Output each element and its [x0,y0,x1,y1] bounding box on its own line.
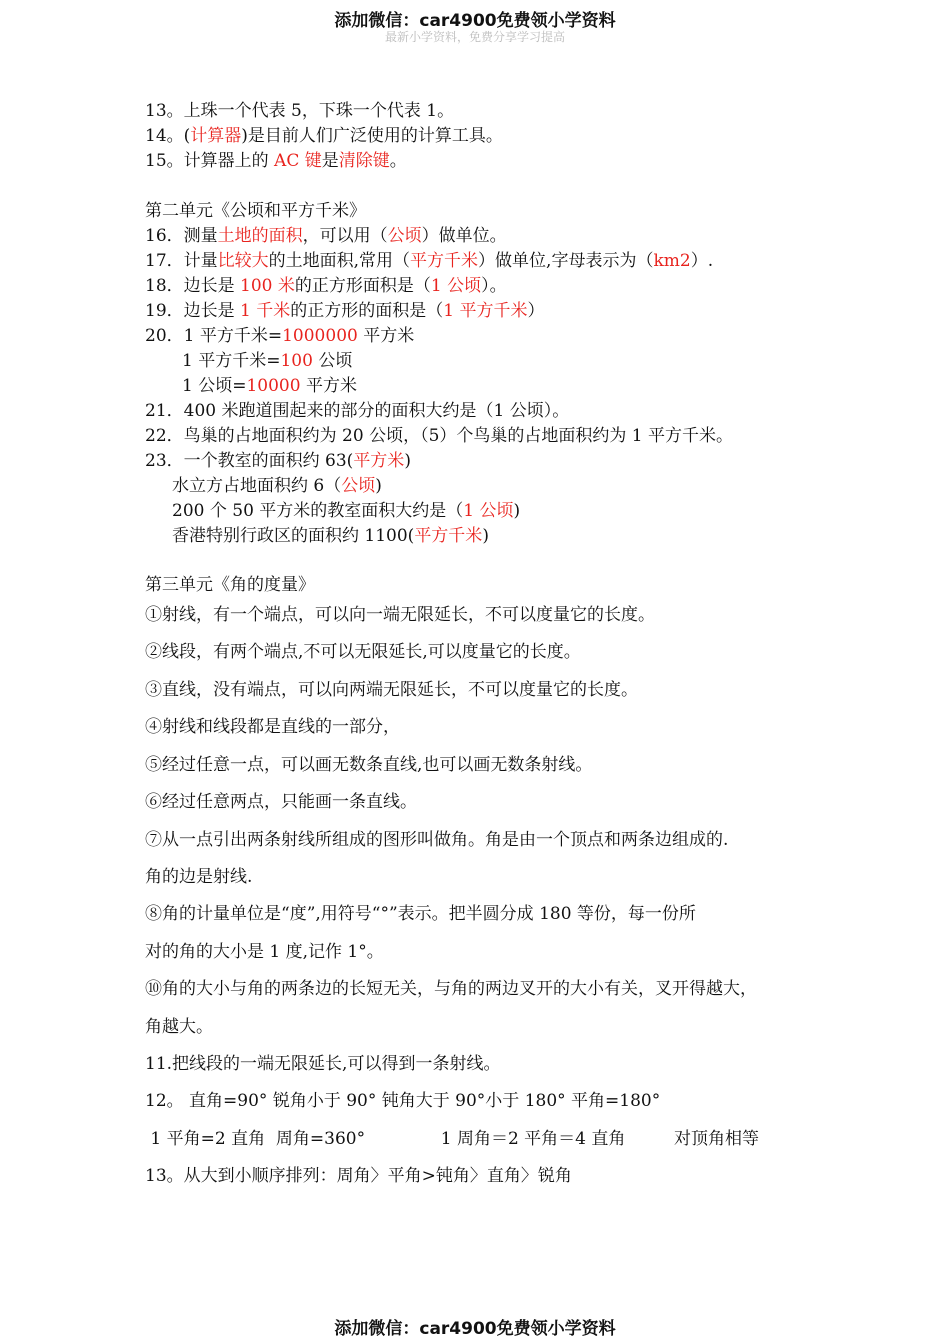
item-16: 16．测量土地的面积，可以用（公顷）做单位。 [145,226,507,246]
item-14: 14。(计算器)是目前人们广泛使用的计算工具。 [145,126,503,146]
item-13: 13。上珠一个代表 5，下珠一个代表 1。 [145,101,455,121]
item-20a: 20．1 平方千米=1000000 平方米 [145,326,415,346]
point-5: ⑤经过任意一点，可以画无数条直线,也可以画无数条射线。 [145,755,593,775]
unit3-title: 第三单元《角的度量》 [145,575,315,595]
item-21: 21．400 米跑道围起来的部分的面积大约是（1 公顷）。 [145,401,570,421]
point-12-line1: 12。 直角=90° 锐角小于 90° 钝角大于 90°小于 180° 平角=180° [145,1091,661,1111]
item-20b: 1 平方千米=100 公顷 [182,351,353,371]
point-6: ⑥经过任意两点，只能画一条直线。 [145,792,417,812]
point-7-line1: ⑦从一点引出两条射线所组成的图形叫做角。角是由一个顶点和两条边组成的. [145,830,729,850]
item-18: 18．边长是 100 米的正方形面积是（1 公顷）。 [145,276,507,296]
point-12-line2: 1 平角=2 直角 周角=360° 1 周角＝2 平角＝4 直角 对顶角相等 [145,1129,760,1149]
point-8-line2: 对的角的大小是 1 度,记作 1°。 [145,942,384,962]
bottom-banner: 添加微信：car4900免费领小学资料 [334,1319,616,1339]
item-23a: 23．一个教室的面积约 63(平方米) [145,451,411,471]
item-22: 22．鸟巢的占地面积约为 20 公顷，（5）个鸟巢的占地面积约为 1 平方千米。 [145,426,734,446]
point-10-line1: ⑩角的大小与角的两条边的长短无关，与角的两边叉开的大小有关，叉开得越大， [145,979,757,999]
top-banner: 添加微信：car4900免费领小学资料 [334,11,616,31]
point-13: 13。从大到小顺序排列：周角〉平角>钝角〉直角〉锐角 [145,1166,572,1186]
point-4: ④射线和线段都是直线的一部分， [145,717,400,737]
point-11: 11.把线段的一端无限延长,可以得到一条射线。 [145,1054,501,1074]
item-23c: 200 个 50 平方米的教室面积大约是（1 公顷) [172,501,521,521]
item-20c: 1 公顷=10000 平方米 [182,376,357,396]
item-23d: 香港特别行政区的面积约 1100(平方千米) [172,526,489,546]
point-2: ②线段，有两个端点,不可以无限延长,可以度量它的长度。 [145,642,581,662]
unit2-title: 第二单元《公顷和平方千米》 [145,201,366,221]
item-23b: 水立方占地面积约 6（公顷) [172,476,382,496]
item-15: 15。计算器上的 AC 键是清除键。 [145,151,407,171]
item-17: 17．计量比较大的土地面积,常用（平方千米）做单位,字母表示为（km2）. [145,251,714,271]
point-1: ①射线，有一个端点，可以向一端无限延长，不可以度量它的长度。 [145,605,655,625]
item-19: 19．边长是 1 千米的正方形的面积是（1 平方千米） [145,301,545,321]
point-3: ③直线，没有端点，可以向两端无限延长，不可以度量它的长度。 [145,680,638,700]
point-7-line2: 角的边是射线. [145,867,253,887]
point-8-line1: ⑧角的计量单位是“度”,用符号“°”表示。把半圆分成 180 等份，每一份所 [145,904,696,924]
header-faint-text: 最新小学资料，免费分享学习提高 [384,30,565,44]
point-10-line2: 角越大。 [145,1017,213,1037]
